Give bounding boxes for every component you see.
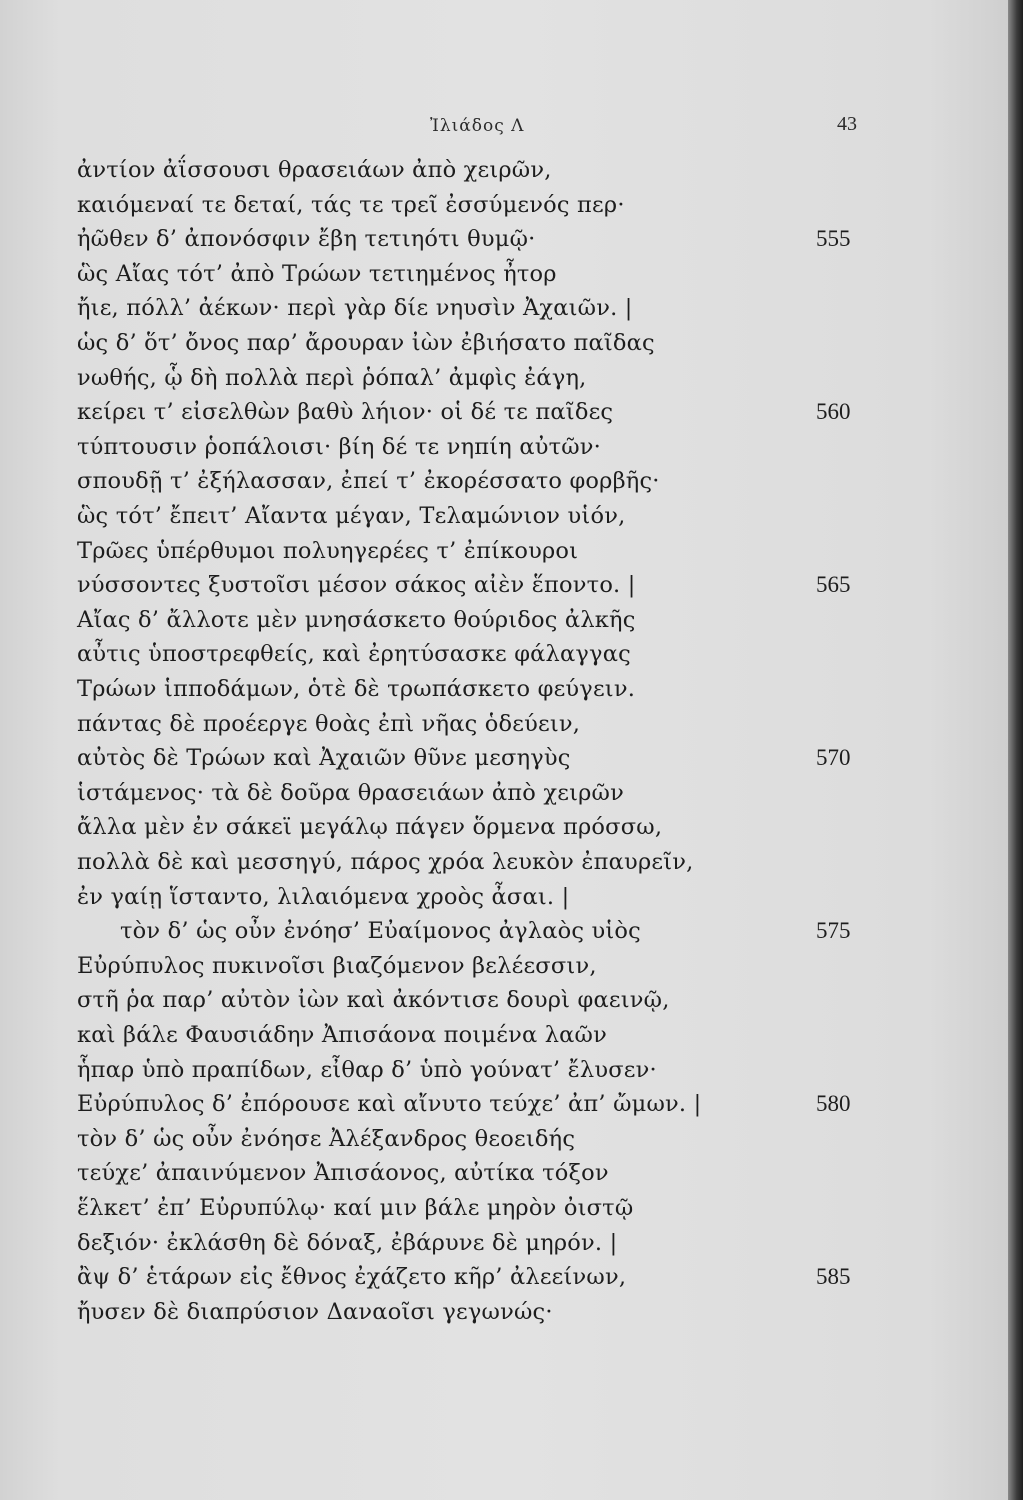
verse-text: ἐν γαίῃ ἵσταντο, λιλαιόμενα χροὸς ἆσαι. | (77, 883, 570, 910)
verse-line (0, 503, 1008, 537)
verse-text: Εὐρύπυλος πυκινοῖσι βιαζόμενον βελέεσσιν, (77, 952, 597, 979)
verse-line (0, 468, 1008, 502)
line-number: 570 (816, 745, 851, 771)
verse-text: δεξιόν· ἐκλάσθη δὲ δόναξ, ἐβάρυνε δὲ μηρόν. | (77, 1229, 618, 1256)
verse-text: ἄλλα μὲν ἐν σάκεϊ μεγάλῳ πάγεν ὅρμενα πρόσσω, (77, 814, 663, 841)
verse-line (0, 607, 1008, 641)
verse-text: τεύχε’ ἀπαινύμενον Ἀπισάονος, αὐτίκα τόξον (77, 1160, 609, 1187)
verse-line (0, 1126, 1008, 1160)
line-number: 560 (816, 399, 851, 425)
page-edge-shadow (1008, 0, 1023, 1500)
verse-line (0, 641, 1008, 675)
verse-text: τὸν δ’ ὡς οὖν ἐνόησε Ἀλέξανδρος θεοειδής (77, 1125, 576, 1152)
verse-line (0, 157, 1008, 191)
verse-text: ὣς Αἴας τότ’ ἀπὸ Τρώων τετιημένος ἦτορ (77, 260, 557, 287)
verse-line (0, 1264, 1008, 1298)
verse-text: σπουδῇ τ’ ἐξήλασσαν, ἐπεί τ’ ἐκορέσσατο φορβῆς· (77, 468, 660, 495)
verse-text: νύσσοντες ξυστοῖσι μέσον σάκος αἰὲν ἕποντο. | (77, 572, 636, 599)
verse-line (0, 434, 1008, 468)
verse-line (0, 1160, 1008, 1194)
verse-line (0, 1299, 1008, 1333)
verse-line (0, 918, 1008, 952)
verse-line (0, 849, 1008, 883)
verse-line (0, 953, 1008, 987)
line-number: 575 (816, 918, 851, 944)
verse-text: Τρώων ἱπποδάμων, ὁτὲ δὲ τρωπάσκετο φεύγειν. (77, 676, 636, 702)
verse-line (0, 538, 1008, 572)
verse-text: πολλὰ δὲ καὶ μεσσηγύ, πάρος χρόα λευκὸν ἐπαυρεῖν, (77, 849, 694, 875)
verse-text: στῆ ῥα παρ’ αὐτὸν ἰὼν καὶ ἀκόντισε δουρὶ φαεινῷ, (77, 987, 670, 1014)
line-number: 555 (816, 226, 851, 252)
verse-text: ἀντίον ἀΐσσουσι θρασειάων ἀπὸ χειρῶν, (77, 157, 552, 183)
verse-text: καὶ βάλε Φαυσιάδην Ἀπισάονα ποιμένα λαῶν (77, 1022, 607, 1048)
line-number: 565 (816, 572, 851, 598)
verse-line (0, 572, 1008, 606)
verse-line (0, 987, 1008, 1021)
verse-text: κείρει τ’ εἰσελθὼν βαθὺ λήιον· οἱ δέ τε παῖδες (77, 399, 614, 426)
verse-text: αὐτὸς δὲ Τρώων καὶ Ἀχαιῶν θῦνε μεσηγὺς (77, 745, 571, 772)
verse-text: ἠῶθεν δ’ ἀπονόσφιν ἔβη τετιηότι θυμῷ· (77, 226, 536, 253)
verse-line (0, 1022, 1008, 1056)
verse-line (0, 192, 1008, 226)
running-header: Ἰλιάδος Λ (430, 116, 525, 136)
verse-text: ἂψ δ’ ἑτάρων εἰς ἔθνος ἐχάζετο κῆρ’ ἀλεείνων, (77, 1264, 627, 1291)
verse-text: ἧπαρ ὑπὸ πραπίδων, εἶθαρ δ’ ὑπὸ γούνατ’ ἔλυσεν· (77, 1056, 657, 1083)
verse-text: ὣς τότ’ ἔπειτ’ Αἴαντα μέγαν, Τελαμώνιον υἱόν, (77, 503, 626, 529)
verse-line (0, 399, 1008, 433)
verse-text: Αἴας δ’ ἄλλοτε μὲν μνησάσκετο θούριδος ἀλκῆς (77, 606, 636, 633)
verse-text: ἱστάμενος· τὰ δὲ δοῦρα θρασειάων ἀπὸ χειρῶν (77, 779, 624, 806)
verse-line (0, 1230, 1008, 1264)
verse-line (0, 365, 1008, 399)
verse-text: νωθής, ᾧ δὴ πολλὰ περὶ ῥόπαλ’ ἀμφὶς ἐάγη, (77, 364, 587, 391)
verse-line (0, 676, 1008, 710)
verse-line (0, 295, 1008, 329)
verse-line (0, 330, 1008, 364)
verse-line (0, 226, 1008, 260)
verse-text: Εὐρύπυλος δ’ ἐπόρουσε καὶ αἴνυτο τεύχε’ ἀπ’ ὤμων. | (77, 1091, 702, 1118)
verse-text: Τρῶες ὑπέρθυμοι πολυηγερέες τ’ ἐπίκουροι (77, 537, 579, 564)
verse-line (0, 884, 1008, 918)
verse-line (0, 1091, 1008, 1125)
verse-text: ἤυσεν δὲ διαπρύσιον Δαναοῖσι γεγωνώς· (77, 1298, 553, 1325)
verse-line (0, 814, 1008, 848)
verse-text: ἕλκετ’ ἐπ’ Εὐρυπύλῳ· καί μιν βάλε μηρὸν ὀιστῷ (77, 1195, 634, 1221)
verse-text: ἤιε, πόλλ’ ἀέκων· περὶ γὰρ δίε νηυσὶν Ἀχαιῶν. | (77, 295, 633, 322)
line-number: 580 (816, 1091, 851, 1117)
verse-line (0, 711, 1008, 745)
page-number: 43 (837, 113, 857, 135)
verse-line (0, 1057, 1008, 1091)
verse-line (0, 1195, 1008, 1229)
verse-text: καιόμεναί τε δεταί, τάς τε τρεῖ ἐσσύμενός περ· (77, 191, 625, 218)
verse-line (0, 261, 1008, 295)
verse-text: τὸν δ’ ὡς οὖν ἐνόησ’ Εὐαίμονος ἀγλαὸς υἱὸς (120, 918, 641, 945)
verse-text: πάντας δὲ προέεργε θοὰς ἐπὶ νῆας ὁδεύειν, (77, 710, 581, 737)
verse-text: αὖτις ὑποστρεφθείς, καὶ ἐρητύσασκε φάλαγγας (77, 641, 631, 668)
verse-text: τύπτουσιν ῥοπάλοισι· βίη δέ τε νηπίη αὐτῶν· (77, 433, 602, 460)
verse-line (0, 745, 1008, 779)
verse-text: ὡς δ’ ὅτ’ ὄνος παρ’ ἄρουραν ἰὼν ἐβιήσατο παῖδας (77, 330, 655, 356)
line-number: 585 (816, 1264, 851, 1290)
verse-line (0, 780, 1008, 814)
